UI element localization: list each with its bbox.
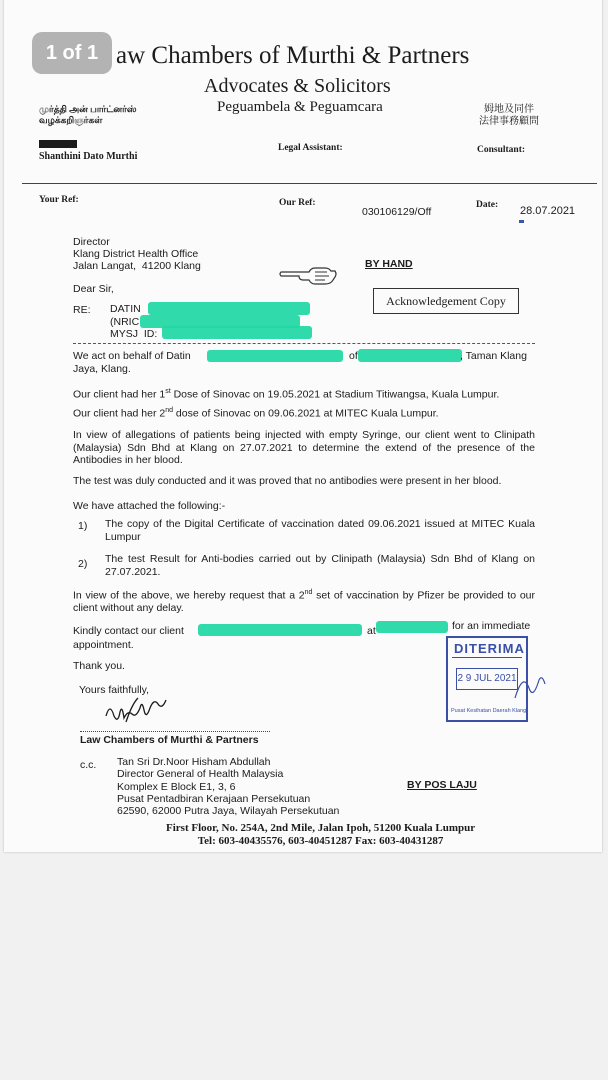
chinese-line-1: 姆地及同伴 [484, 104, 534, 115]
your-ref-label: Your Ref: [39, 195, 79, 205]
p1-text-c: , Taman Klang [460, 350, 527, 362]
ink-mark [519, 220, 524, 223]
cc-label: c.c. [80, 759, 97, 771]
p7-sup: nd [304, 589, 313, 596]
by-pos-laju-label: BY POS LAJU [407, 779, 477, 791]
p2-text-a: Our client had her 1 [73, 388, 166, 401]
paragraph-first-dose [73, 388, 499, 401]
signatory-firm: Law Chambers of Murthi & Partners [80, 734, 259, 746]
p8-text-b: at [367, 625, 376, 637]
paragraph-test-result: The test was duly conducted and it was proved that no antibodies were present in her blood. [73, 475, 502, 487]
footer-address: First Floor, No. 254A, 2nd Mile, Jalan Ipoh, 51200 Kuala Lumpur [166, 822, 476, 834]
p8-text-d: appointment. [73, 639, 134, 651]
paragraph-allegations: In view of allegations of patients being injected with empty Syringe, our client went to Clinipath (Malaysia) Sdn Bhd at Klang on 27.07.2021 to determine the extend of the presence of the Antibodies in her blood. [73, 429, 535, 466]
redaction-highlight [198, 624, 362, 636]
paragraph-request [73, 587, 535, 615]
pointing-hand-icon [279, 262, 339, 286]
redaction-highlight [207, 350, 343, 362]
date-value: 28.07.2021 [520, 205, 576, 217]
p7-text-a: In view of the above, we hereby request that a 2 [73, 589, 305, 602]
our-ref-label: Our Ref: [279, 198, 316, 208]
list-item-test-result: The test Result for Anti-bodies carried out by Clinipath (Malaysia) Sdn Bhd of Klang on 27.07.2021. [105, 553, 535, 578]
redaction-highlight [162, 326, 312, 339]
firm-subtitle: Advocates & Solicitors [204, 75, 391, 97]
footer-phone: Tel: 603-40435576, 603-40451287 Fax: 603-40431287 [197, 834, 444, 847]
list-number-1: 1) [78, 520, 88, 532]
stamp-date: 2 9 JUL 2021 [456, 668, 518, 690]
p3-text-a: Our client had her 2 [73, 407, 166, 420]
by-hand-label: BY HAND [365, 258, 413, 270]
p8-text-c: for an immediate [452, 620, 531, 632]
p1-text-a: We act on behalf of Datin [73, 350, 191, 362]
cc-recipient: Tan Sri Dr.Noor Hisham Abdullah Director General of Health Malaysia Komplex E Block E1, 3, 6 Pusat Pentadbiran Kerajaan Persekutuan 62590, 62000 Putra Jaya, Wilayah Persekutuan [117, 756, 340, 818]
letter-page [4, 0, 602, 852]
p3-sup: nd [165, 407, 174, 414]
subject-divider [73, 343, 535, 344]
paragraph-attached: We have attached the following:- [73, 500, 226, 512]
paragraph-client-intro [73, 350, 191, 362]
date-label: Date: [476, 200, 499, 210]
thank-you: Thank you. [73, 660, 125, 672]
re-subject-lines: DATIN (NRIC MYSJ ID: [110, 303, 158, 340]
stamp-initial-scribble [509, 668, 549, 708]
list-item-certificate: The copy of the Digital Certificate of vaccination dated 09.06.2021 issued at MITEC Kuala Lumpur [105, 518, 535, 543]
p7-text-b: set of vaccination by Pfizer be provided to our client without any delay. [73, 589, 535, 614]
consultant-label: Consultant: [477, 145, 526, 155]
chinese-line-2: 法律事務顧問 [479, 116, 539, 127]
tamil-line-1: முர்த்தி அன் பார்ட்னர்ஸ் [39, 104, 137, 114]
redaction-highlight [358, 349, 462, 362]
list-number-2: 2) [78, 558, 88, 570]
firm-malay-title: Peguambela & Peguamcara [217, 99, 383, 115]
recipient-address: Director Klang District Health Office Jalan Langat, 41200 Klang [73, 236, 201, 272]
redaction-highlight [148, 302, 310, 315]
redaction-highlight [376, 621, 448, 633]
closing-yours-faithfully: Yours faithfully, [79, 684, 150, 696]
p1-text-b: of [349, 350, 358, 362]
acknowledgement-copy-box: Acknowledgement Copy [373, 288, 519, 314]
tamil-title [39, 104, 137, 126]
stamp-divider [452, 657, 522, 658]
re-label: RE: [73, 304, 91, 316]
p2-text-b: Dose of Sinovac on 19.05.2021 at Stadium Titiwangsa, Kuala Lumpur. [170, 388, 500, 401]
legal-assistant-label: Legal Assistant: [278, 143, 343, 153]
firm-name: aw Chambers of Murthi & Partners [116, 42, 470, 69]
p2-sup: st [165, 388, 171, 395]
signature-line [80, 731, 270, 732]
p3-text-b: dose of Sinovac on 09.06.2021 at MITEC Kuala Lumpur. [173, 407, 439, 420]
letterhead-footer [166, 822, 475, 847]
tamil-line-2: வழக்கறிஞர்கள் [39, 115, 103, 125]
p1-text-d: Jaya, Klang. [73, 363, 131, 375]
handwritten-signature [102, 690, 182, 730]
partner-name: Shanthini Dato Murthi [39, 151, 138, 162]
page-counter-badge: 1 of 1 [32, 32, 112, 74]
stamp-title: DITERIMA [454, 641, 525, 656]
chinese-title [479, 104, 539, 128]
stamp-footer: Pusat Kesihatan Daerah Klang [451, 708, 527, 714]
salutation: Dear Sir, [73, 283, 114, 295]
name-redaction [39, 140, 77, 148]
our-ref-value: 030106129/Off [362, 206, 432, 218]
p8-text-a: Kindly contact our client [73, 625, 184, 637]
paragraph-second-dose [73, 407, 439, 420]
header-divider [22, 183, 597, 184]
